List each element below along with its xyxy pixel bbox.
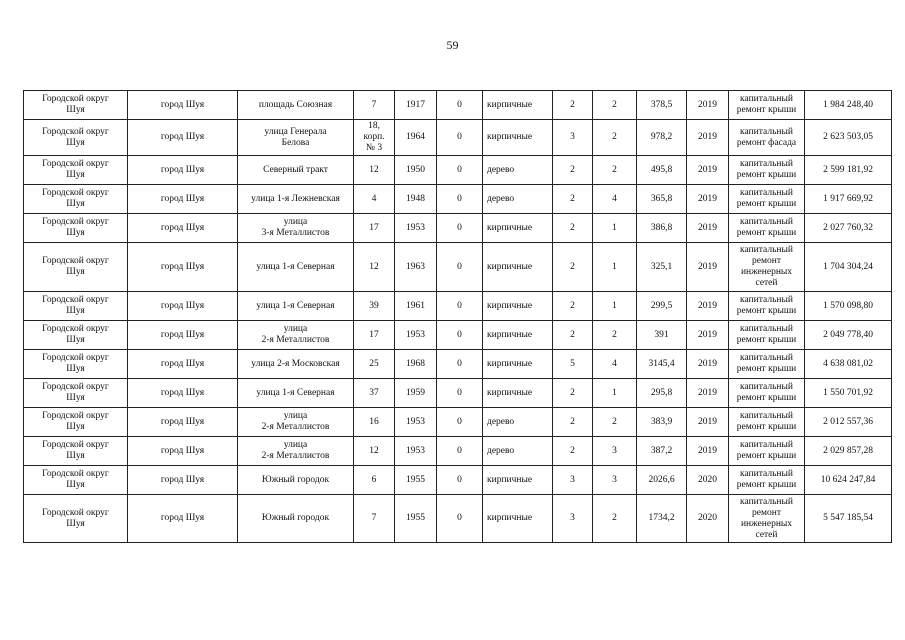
house-number-cell: 17 — [354, 214, 395, 243]
build-year-cell: 1953 — [395, 437, 437, 466]
cost-cell: 1 550 701,92 — [805, 379, 892, 408]
area-cell: 386,8 — [637, 214, 687, 243]
table-row — [24, 495, 892, 543]
cost-cell: 1 570 098,80 — [805, 292, 892, 321]
entrances-cell: 4 — [593, 350, 637, 379]
entrances-cell: 1 — [593, 292, 637, 321]
work-type-cell: капитальный ремонт крыши — [729, 214, 805, 243]
work-type-cell: капитальный ремонт крыши — [729, 321, 805, 350]
floors-cell: 2 — [553, 185, 593, 214]
locality-cell: город Шуя — [128, 466, 238, 495]
locality-cell: город Шуя — [128, 243, 238, 292]
work-type-cell: капитальный ремонт фасада — [729, 120, 805, 156]
floors-cell: 2 — [553, 408, 593, 437]
zero-value-cell: 0 — [437, 243, 483, 292]
locality-cell: город Шуя — [128, 214, 238, 243]
street-cell: улица 1-я Северная — [238, 379, 354, 408]
plan-year-cell: 2019 — [687, 321, 729, 350]
district-cell: Городской округ Шуя — [24, 156, 128, 185]
wall-material-cell: кирпичные — [483, 292, 553, 321]
locality-cell: город Шуя — [128, 156, 238, 185]
house-number-cell: 39 — [354, 292, 395, 321]
house-number-cell: 12 — [354, 156, 395, 185]
page-number: 59 — [446, 38, 459, 52]
zero-value-cell: 0 — [437, 156, 483, 185]
plan-year-cell: 2019 — [687, 185, 729, 214]
cost-cell: 1 917 669,92 — [805, 185, 892, 214]
locality-cell: город Шуя — [128, 91, 238, 120]
entrances-cell: 2 — [593, 495, 637, 543]
table-row — [24, 214, 892, 243]
entrances-cell: 2 — [593, 321, 637, 350]
district-cell: Городской округ Шуя — [24, 214, 128, 243]
floors-cell: 2 — [553, 292, 593, 321]
floors-cell: 3 — [553, 120, 593, 156]
plan-year-cell: 2019 — [687, 350, 729, 379]
zero-value-cell: 0 — [437, 350, 483, 379]
cost-cell: 4 638 081,02 — [805, 350, 892, 379]
area-cell: 325,1 — [637, 243, 687, 292]
table-row — [24, 437, 892, 466]
zero-value-cell: 0 — [437, 495, 483, 543]
work-type-cell: капитальный ремонт инженерных сетей — [729, 243, 805, 292]
build-year-cell: 1959 — [395, 379, 437, 408]
cost-cell: 1 704 304,24 — [805, 243, 892, 292]
wall-material-cell: дерево — [483, 185, 553, 214]
build-year-cell: 1964 — [395, 120, 437, 156]
entrances-cell: 1 — [593, 214, 637, 243]
wall-material-cell: дерево — [483, 437, 553, 466]
floors-cell: 2 — [553, 91, 593, 120]
entrances-cell: 4 — [593, 185, 637, 214]
plan-year-cell: 2019 — [687, 379, 729, 408]
street-cell: улица 1-я Северная — [238, 243, 354, 292]
build-year-cell: 1955 — [395, 466, 437, 495]
entrances-cell: 3 — [593, 437, 637, 466]
street-cell: улица 1-я Северная — [238, 292, 354, 321]
locality-cell: город Шуя — [128, 379, 238, 408]
work-type-cell: капитальный ремонт крыши — [729, 408, 805, 437]
entrances-cell: 1 — [593, 243, 637, 292]
house-number-cell: 7 — [354, 495, 395, 543]
floors-cell: 2 — [553, 321, 593, 350]
area-cell: 378,5 — [637, 91, 687, 120]
entrances-cell: 3 — [593, 466, 637, 495]
build-year-cell: 1963 — [395, 243, 437, 292]
work-type-cell: капитальный ремонт крыши — [729, 466, 805, 495]
house-number-cell: 18, корп. № 3 — [354, 120, 395, 156]
house-number-cell: 6 — [354, 466, 395, 495]
house-number-cell: 7 — [354, 91, 395, 120]
plan-year-cell: 2019 — [687, 156, 729, 185]
zero-value-cell: 0 — [437, 437, 483, 466]
entrances-cell: 2 — [593, 91, 637, 120]
build-year-cell: 1953 — [395, 214, 437, 243]
locality-cell: город Шуя — [128, 437, 238, 466]
zero-value-cell: 0 — [437, 292, 483, 321]
entrances-cell: 2 — [593, 156, 637, 185]
house-number-cell: 4 — [354, 185, 395, 214]
table-row — [24, 408, 892, 437]
table-row — [24, 156, 892, 185]
area-cell: 295,8 — [637, 379, 687, 408]
area-cell: 1734,2 — [637, 495, 687, 543]
entrances-cell: 2 — [593, 120, 637, 156]
build-year-cell: 1917 — [395, 91, 437, 120]
street-cell: улица 2-я Металлистов — [238, 321, 354, 350]
district-cell: Городской округ Шуя — [24, 495, 128, 543]
street-cell: улица 2-я Металлистов — [238, 408, 354, 437]
floors-cell: 3 — [553, 466, 593, 495]
cost-cell: 2 623 503,05 — [805, 120, 892, 156]
cost-cell: 2 599 181,92 — [805, 156, 892, 185]
locality-cell: город Шуя — [128, 292, 238, 321]
area-cell: 365,8 — [637, 185, 687, 214]
locality-cell: город Шуя — [128, 120, 238, 156]
floors-cell: 5 — [553, 350, 593, 379]
wall-material-cell: дерево — [483, 156, 553, 185]
build-year-cell: 1950 — [395, 156, 437, 185]
work-type-cell: капитальный ремонт крыши — [729, 185, 805, 214]
district-cell: Городской округ Шуя — [24, 91, 128, 120]
district-cell: Городской округ Шуя — [24, 466, 128, 495]
street-cell: Южный городок — [238, 495, 354, 543]
work-type-cell: капитальный ремонт инженерных сетей — [729, 495, 805, 543]
zero-value-cell: 0 — [437, 408, 483, 437]
cost-cell: 2 029 857,28 — [805, 437, 892, 466]
build-year-cell: 1961 — [395, 292, 437, 321]
table-row — [24, 321, 892, 350]
plan-year-cell: 2019 — [687, 408, 729, 437]
locality-cell: город Шуя — [128, 185, 238, 214]
plan-year-cell: 2019 — [687, 91, 729, 120]
street-cell: улица 3-я Металлистов — [238, 214, 354, 243]
wall-material-cell: дерево — [483, 408, 553, 437]
street-cell: улица Генерала Белова — [238, 120, 354, 156]
table-row — [24, 120, 892, 156]
area-cell: 391 — [637, 321, 687, 350]
zero-value-cell: 0 — [437, 379, 483, 408]
zero-value-cell: 0 — [437, 185, 483, 214]
cost-cell: 1 984 248,40 — [805, 91, 892, 120]
district-cell: Городской округ Шуя — [24, 408, 128, 437]
plan-year-cell: 2020 — [687, 466, 729, 495]
work-type-cell: капитальный ремонт крыши — [729, 350, 805, 379]
plan-year-cell: 2019 — [687, 120, 729, 156]
floors-cell: 2 — [553, 437, 593, 466]
floors-cell: 3 — [553, 495, 593, 543]
area-cell: 299,5 — [637, 292, 687, 321]
wall-material-cell: кирпичные — [483, 120, 553, 156]
wall-material-cell: кирпичные — [483, 243, 553, 292]
street-cell: площадь Союзная — [238, 91, 354, 120]
cost-cell: 10 624 247,84 — [805, 466, 892, 495]
house-number-cell: 16 — [354, 408, 395, 437]
locality-cell: город Шуя — [128, 321, 238, 350]
street-cell: Северный тракт — [238, 156, 354, 185]
zero-value-cell: 0 — [437, 91, 483, 120]
entrances-cell: 2 — [593, 408, 637, 437]
wall-material-cell: кирпичные — [483, 495, 553, 543]
house-number-cell: 37 — [354, 379, 395, 408]
cost-cell: 2 012 557,36 — [805, 408, 892, 437]
area-cell: 3145,4 — [637, 350, 687, 379]
area-cell: 387,2 — [637, 437, 687, 466]
cost-cell: 5 547 185,54 — [805, 495, 892, 543]
zero-value-cell: 0 — [437, 214, 483, 243]
work-type-cell: капитальный ремонт крыши — [729, 292, 805, 321]
table-row — [24, 185, 892, 214]
wall-material-cell: кирпичные — [483, 91, 553, 120]
street-cell: улица 1-я Лежневская — [238, 185, 354, 214]
street-cell: улица 2-я Московская — [238, 350, 354, 379]
locality-cell: город Шуя — [128, 408, 238, 437]
plan-year-cell: 2019 — [687, 214, 729, 243]
house-number-cell: 12 — [354, 243, 395, 292]
plan-year-cell: 2019 — [687, 437, 729, 466]
zero-value-cell: 0 — [437, 466, 483, 495]
zero-value-cell: 0 — [437, 321, 483, 350]
area-cell: 978,2 — [637, 120, 687, 156]
build-year-cell: 1953 — [395, 321, 437, 350]
build-year-cell: 1948 — [395, 185, 437, 214]
locality-cell: город Шуя — [128, 495, 238, 543]
wall-material-cell: кирпичные — [483, 466, 553, 495]
district-cell: Городской округ Шуя — [24, 350, 128, 379]
district-cell: Городской округ Шуя — [24, 437, 128, 466]
build-year-cell: 1955 — [395, 495, 437, 543]
housing-repair-table — [23, 90, 892, 543]
district-cell: Городской округ Шуя — [24, 292, 128, 321]
floors-cell: 2 — [553, 214, 593, 243]
table-row — [24, 243, 892, 292]
work-type-cell: капитальный ремонт крыши — [729, 156, 805, 185]
table-row — [24, 466, 892, 495]
street-cell: Южный городок — [238, 466, 354, 495]
area-cell: 495,8 — [637, 156, 687, 185]
work-type-cell: капитальный ремонт крыши — [729, 91, 805, 120]
house-number-cell: 12 — [354, 437, 395, 466]
table-row — [24, 350, 892, 379]
district-cell: Городской округ Шуя — [24, 321, 128, 350]
plan-year-cell: 2019 — [687, 243, 729, 292]
floors-cell: 2 — [553, 243, 593, 292]
area-cell: 2026,6 — [637, 466, 687, 495]
district-cell: Городской округ Шуя — [24, 185, 128, 214]
house-number-cell: 17 — [354, 321, 395, 350]
wall-material-cell: кирпичные — [483, 321, 553, 350]
district-cell: Городской округ Шуя — [24, 243, 128, 292]
plan-year-cell: 2019 — [687, 292, 729, 321]
street-cell: улица 2-я Металлистов — [238, 437, 354, 466]
work-type-cell: капитальный ремонт крыши — [729, 437, 805, 466]
locality-cell: город Шуя — [128, 350, 238, 379]
wall-material-cell: кирпичные — [483, 379, 553, 408]
house-number-cell: 25 — [354, 350, 395, 379]
wall-material-cell: кирпичные — [483, 350, 553, 379]
build-year-cell: 1953 — [395, 408, 437, 437]
table-row — [24, 292, 892, 321]
work-type-cell: капитальный ремонт крыши — [729, 379, 805, 408]
zero-value-cell: 0 — [437, 120, 483, 156]
district-cell: Городской округ Шуя — [24, 120, 128, 156]
plan-year-cell: 2020 — [687, 495, 729, 543]
floors-cell: 2 — [553, 379, 593, 408]
build-year-cell: 1968 — [395, 350, 437, 379]
wall-material-cell: кирпичные — [483, 214, 553, 243]
cost-cell: 2 049 778,40 — [805, 321, 892, 350]
cost-cell: 2 027 760,32 — [805, 214, 892, 243]
floors-cell: 2 — [553, 156, 593, 185]
district-cell: Городской округ Шуя — [24, 379, 128, 408]
area-cell: 383,9 — [637, 408, 687, 437]
table-row — [24, 91, 892, 120]
entrances-cell: 1 — [593, 379, 637, 408]
table-row — [24, 379, 892, 408]
